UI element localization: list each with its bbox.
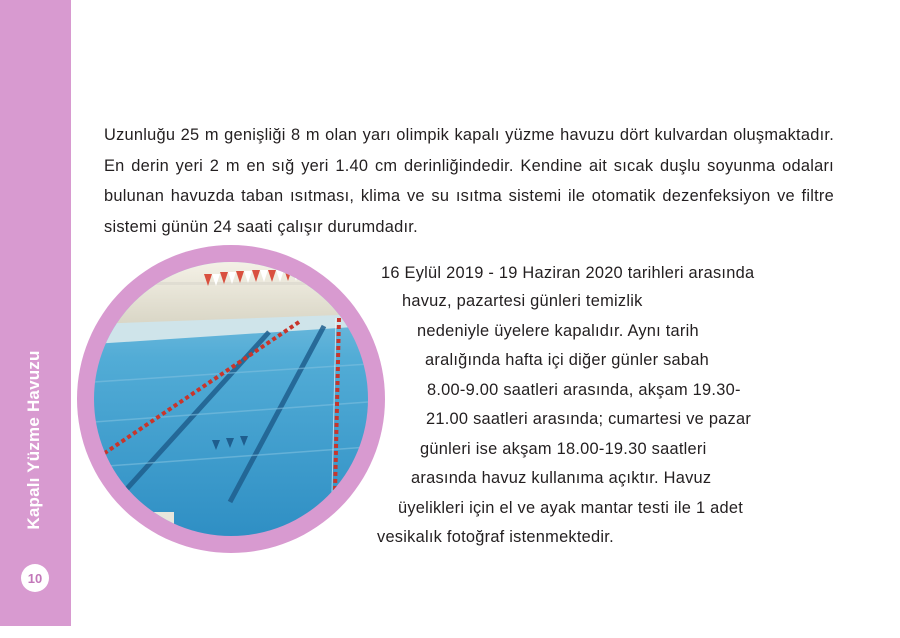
schedule-line: aralığında hafta içi diğer günler sabah [425,351,710,369]
schedule-line: üyelikleri için el ve ayak mantar testi ile 1 adet [398,499,744,517]
schedule-line: havuz, pazartesi günleri temizlik [402,292,643,310]
schedule-line: arasında havuz kullanıma açıktır. Havuz [411,469,712,487]
schedule-line: 21.00 saatleri arasında; cumartesi ve pazar [426,410,752,428]
section-title: Kapalı Yüzme Havuzu [24,350,43,530]
pool-photo [94,262,368,536]
sidebar [0,0,71,626]
schedule-line: 8.00-9.00 saatleri arasında, akşam 19.30- [427,381,741,399]
schedule-line: 16 Eylül 2019 - 19 Haziran 2020 tarihleri arasında [381,264,755,282]
page-number-badge: 10 [21,564,49,592]
schedule-line: nedeniyle üyelere kapalıdır. Aynı tarih [417,322,699,340]
schedule-line: günleri ise akşam 18.00-19.30 saatleri [420,440,707,458]
intro-paragraph: Uzunluğu 25 m genişliği 8 m olan yarı olimpik kapalı yüzme havuzu dört kulvardan oluşmaktadır. En derin yeri 2 m en sığ yeri 1.40 cm derinliğindedir. Kendine ait sıcak duşlu soyunma odaları bulunan havuzda taban ısıtması, klima ve su ısıtma sistemi ile otomatik dezenfeksiyon ve filtre sistemi günün 24 saati çalışır durumdadır. [104,126,834,236]
schedule-line: vesikalık fotoğraf istenmektedir. [377,528,614,546]
